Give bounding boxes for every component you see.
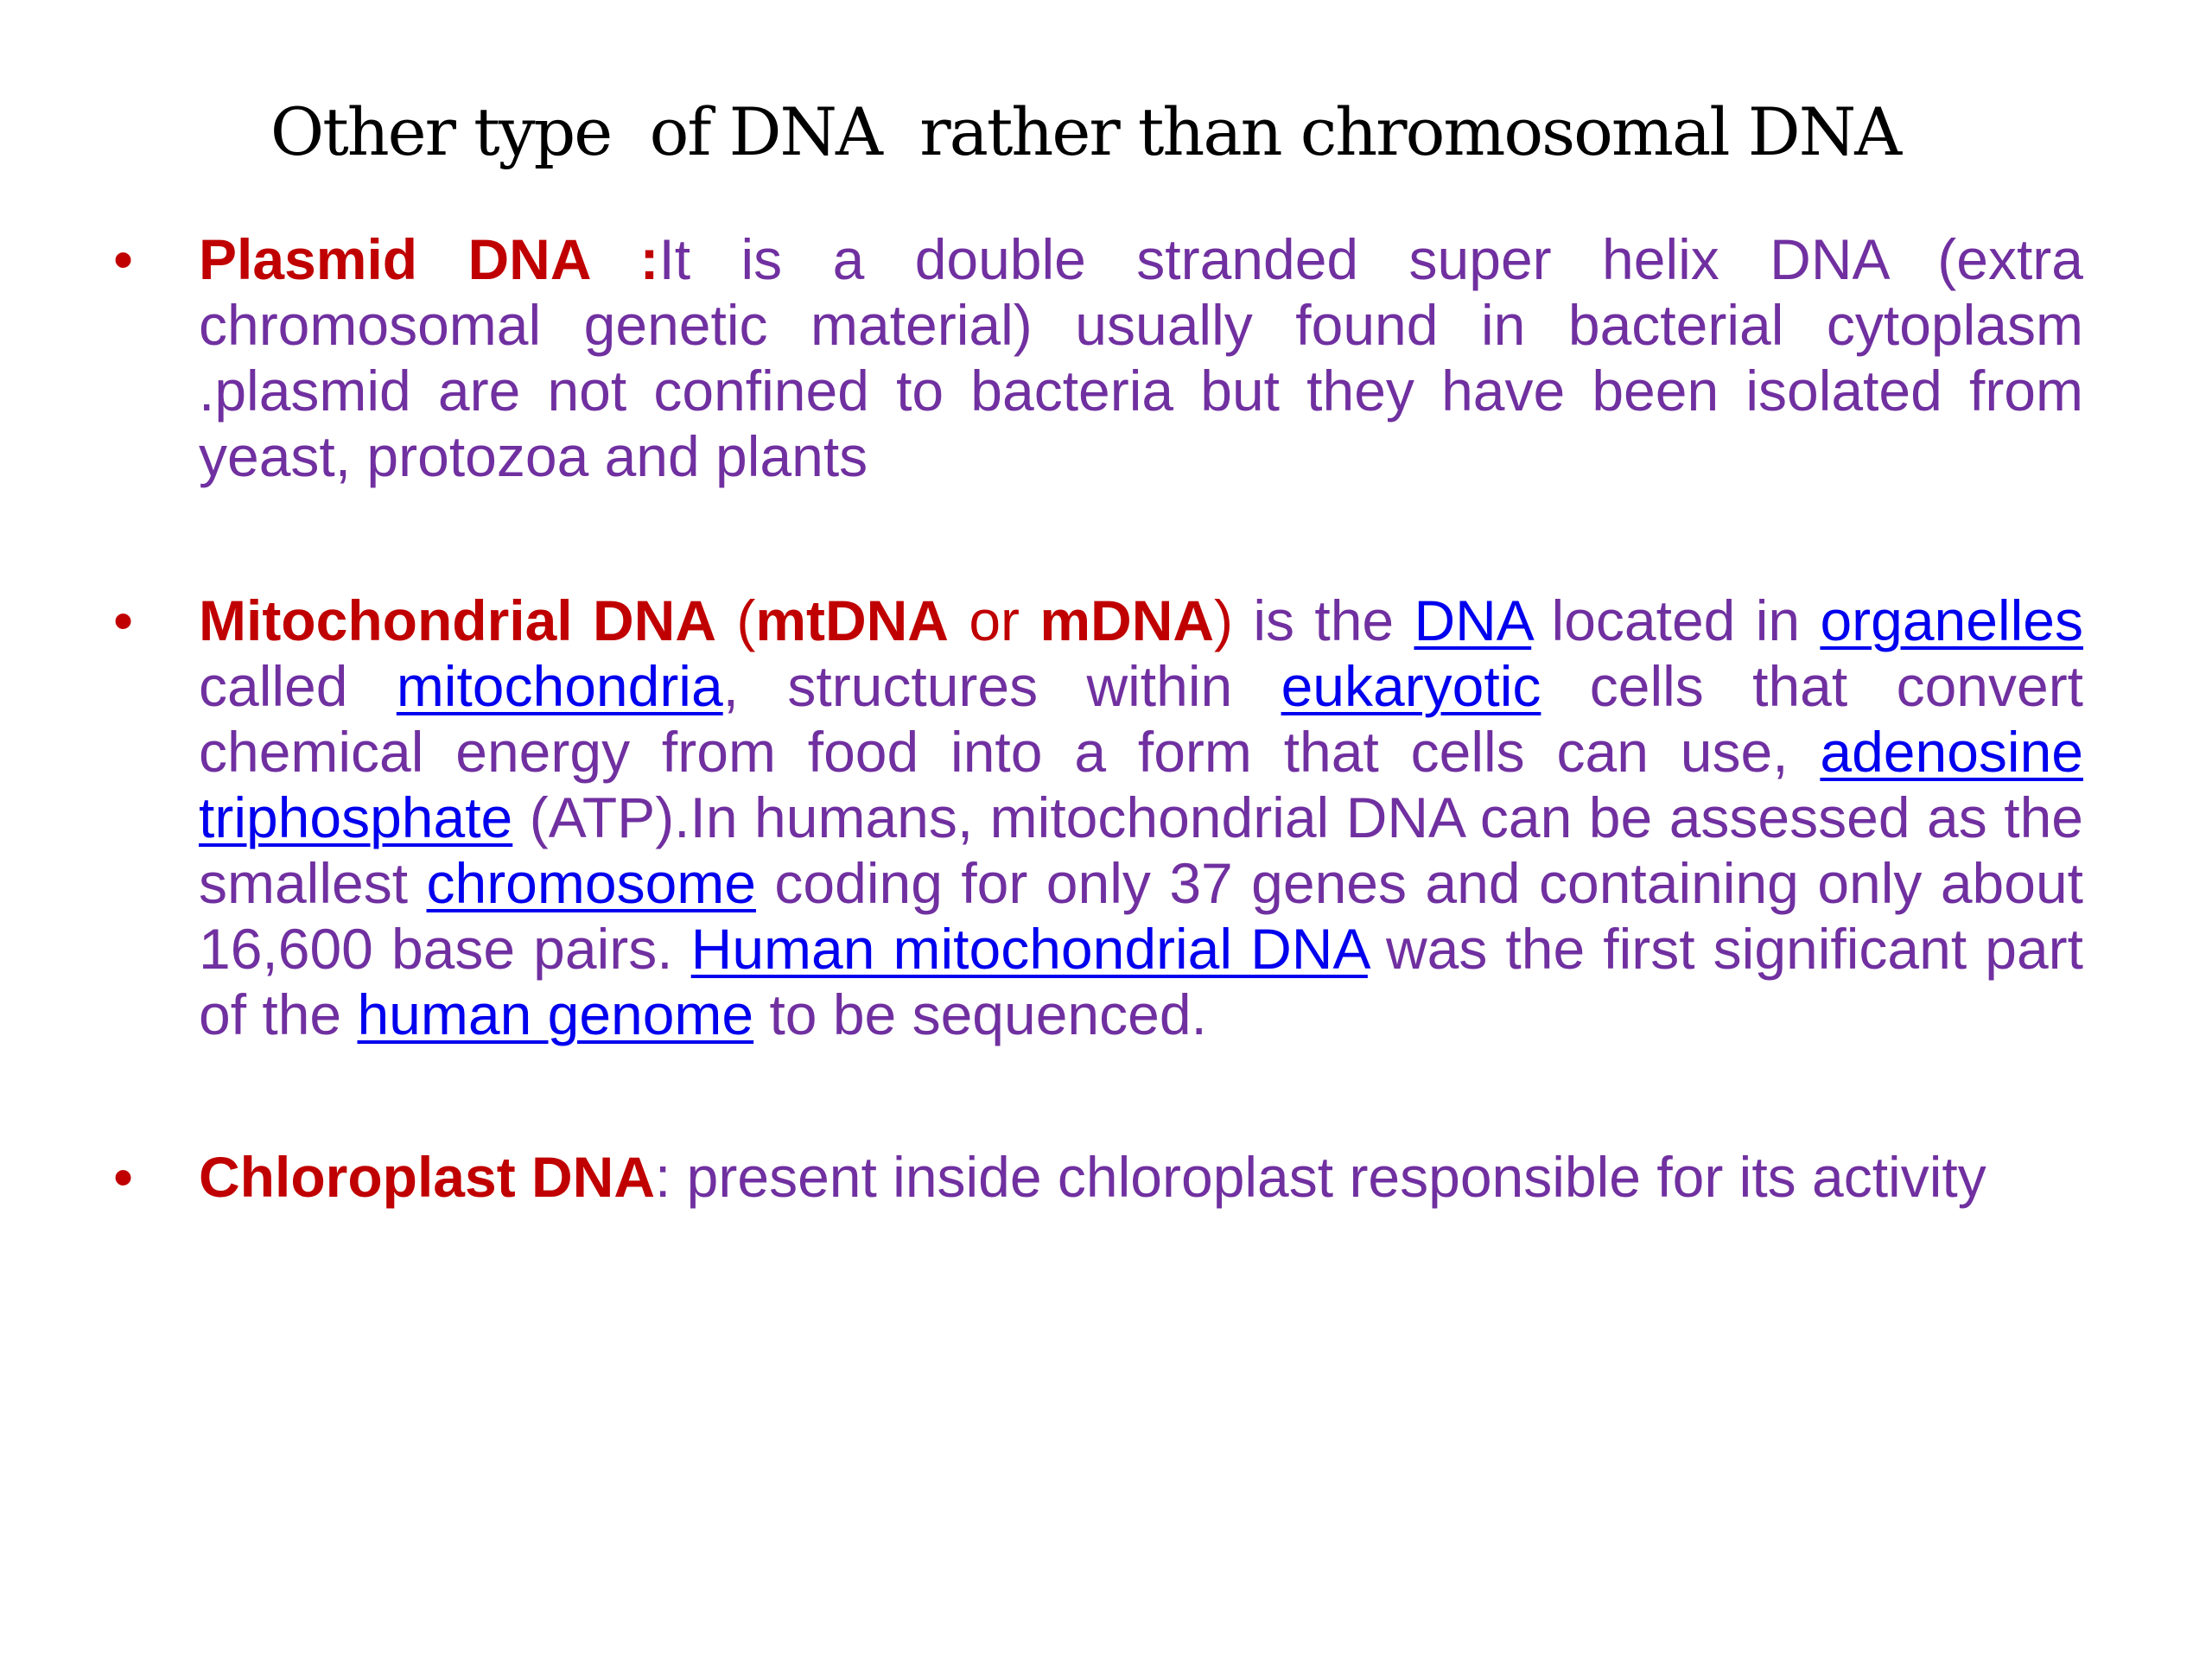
mito-text-4: , structures within bbox=[722, 654, 1281, 718]
bullet-list bbox=[113, 226, 2083, 1210]
chloroplast-description: : present inside chloroplast responsible for its activity bbox=[655, 1145, 1986, 1209]
abbr-mtdna: mtDNA bbox=[755, 588, 949, 652]
link-mitochondria[interactable]: mitochondria bbox=[396, 654, 723, 718]
link-chromosome[interactable]: chromosome bbox=[426, 851, 756, 915]
mito-text-6: (ATP).In humans, mitochondrial DNA can be assessed as the smallest bbox=[199, 785, 2083, 915]
open-paren: ( bbox=[715, 588, 756, 652]
bullet-icon: • bbox=[113, 1145, 134, 1209]
list-item-mitochondrial-dna bbox=[113, 588, 2083, 1047]
abbr-mdna: mDNA bbox=[1039, 588, 1215, 652]
link-adenosine-triphosphate[interactable]: adenosine triphosphate bbox=[199, 720, 2083, 849]
mito-text-1: is the bbox=[1233, 588, 1414, 652]
mito-text-3: called bbox=[199, 654, 397, 718]
link-eukaryotic[interactable]: eukaryotic bbox=[1281, 654, 1541, 718]
mito-text-7: coding for only 37 genes and containing only about 16,600 base pairs. bbox=[199, 851, 2084, 981]
mito-text-5: cells that convert chemical energy from food into a form that cells can use, bbox=[199, 654, 2084, 784]
close-paren: ) bbox=[1214, 588, 1234, 652]
term-chloroplast-dna: Chloroplast DNA bbox=[199, 1145, 655, 1209]
bullet-icon: • bbox=[113, 588, 134, 652]
plasmid-description: It is a double stranded super helix DNA (extra chromosomal genetic material) usually found in bacterial cytoplasm .plasmid are not confined to bacteria but they have been isolated from yeast, protozoa and plants bbox=[199, 227, 2083, 488]
term-plasmid-dna: Plasmid DNA : bbox=[199, 227, 659, 291]
term-mitochondrial-dna: Mitochondrial DNA bbox=[199, 588, 716, 652]
slide-title: Other type of DNA rather than chromosomal DNA bbox=[270, 93, 1901, 170]
link-dna[interactable]: DNA bbox=[1414, 588, 1532, 652]
or-text: or bbox=[948, 588, 1040, 652]
link-organelles[interactable]: organelles bbox=[1820, 588, 2083, 652]
mito-text-9: to be sequenced. bbox=[753, 982, 1207, 1046]
mito-text-8: was the first significant part of the bbox=[199, 917, 2083, 1046]
mito-text-2: located in bbox=[1531, 588, 1821, 652]
link-human-mitochondrial-dna[interactable]: Human mitochondrial DNA bbox=[690, 917, 1368, 981]
list-item-plasmid-dna bbox=[113, 226, 2083, 489]
link-human-genome[interactable]: human genome bbox=[357, 982, 754, 1046]
list-item-chloroplast-dna bbox=[113, 1144, 2083, 1210]
bullet-icon: • bbox=[113, 227, 134, 291]
